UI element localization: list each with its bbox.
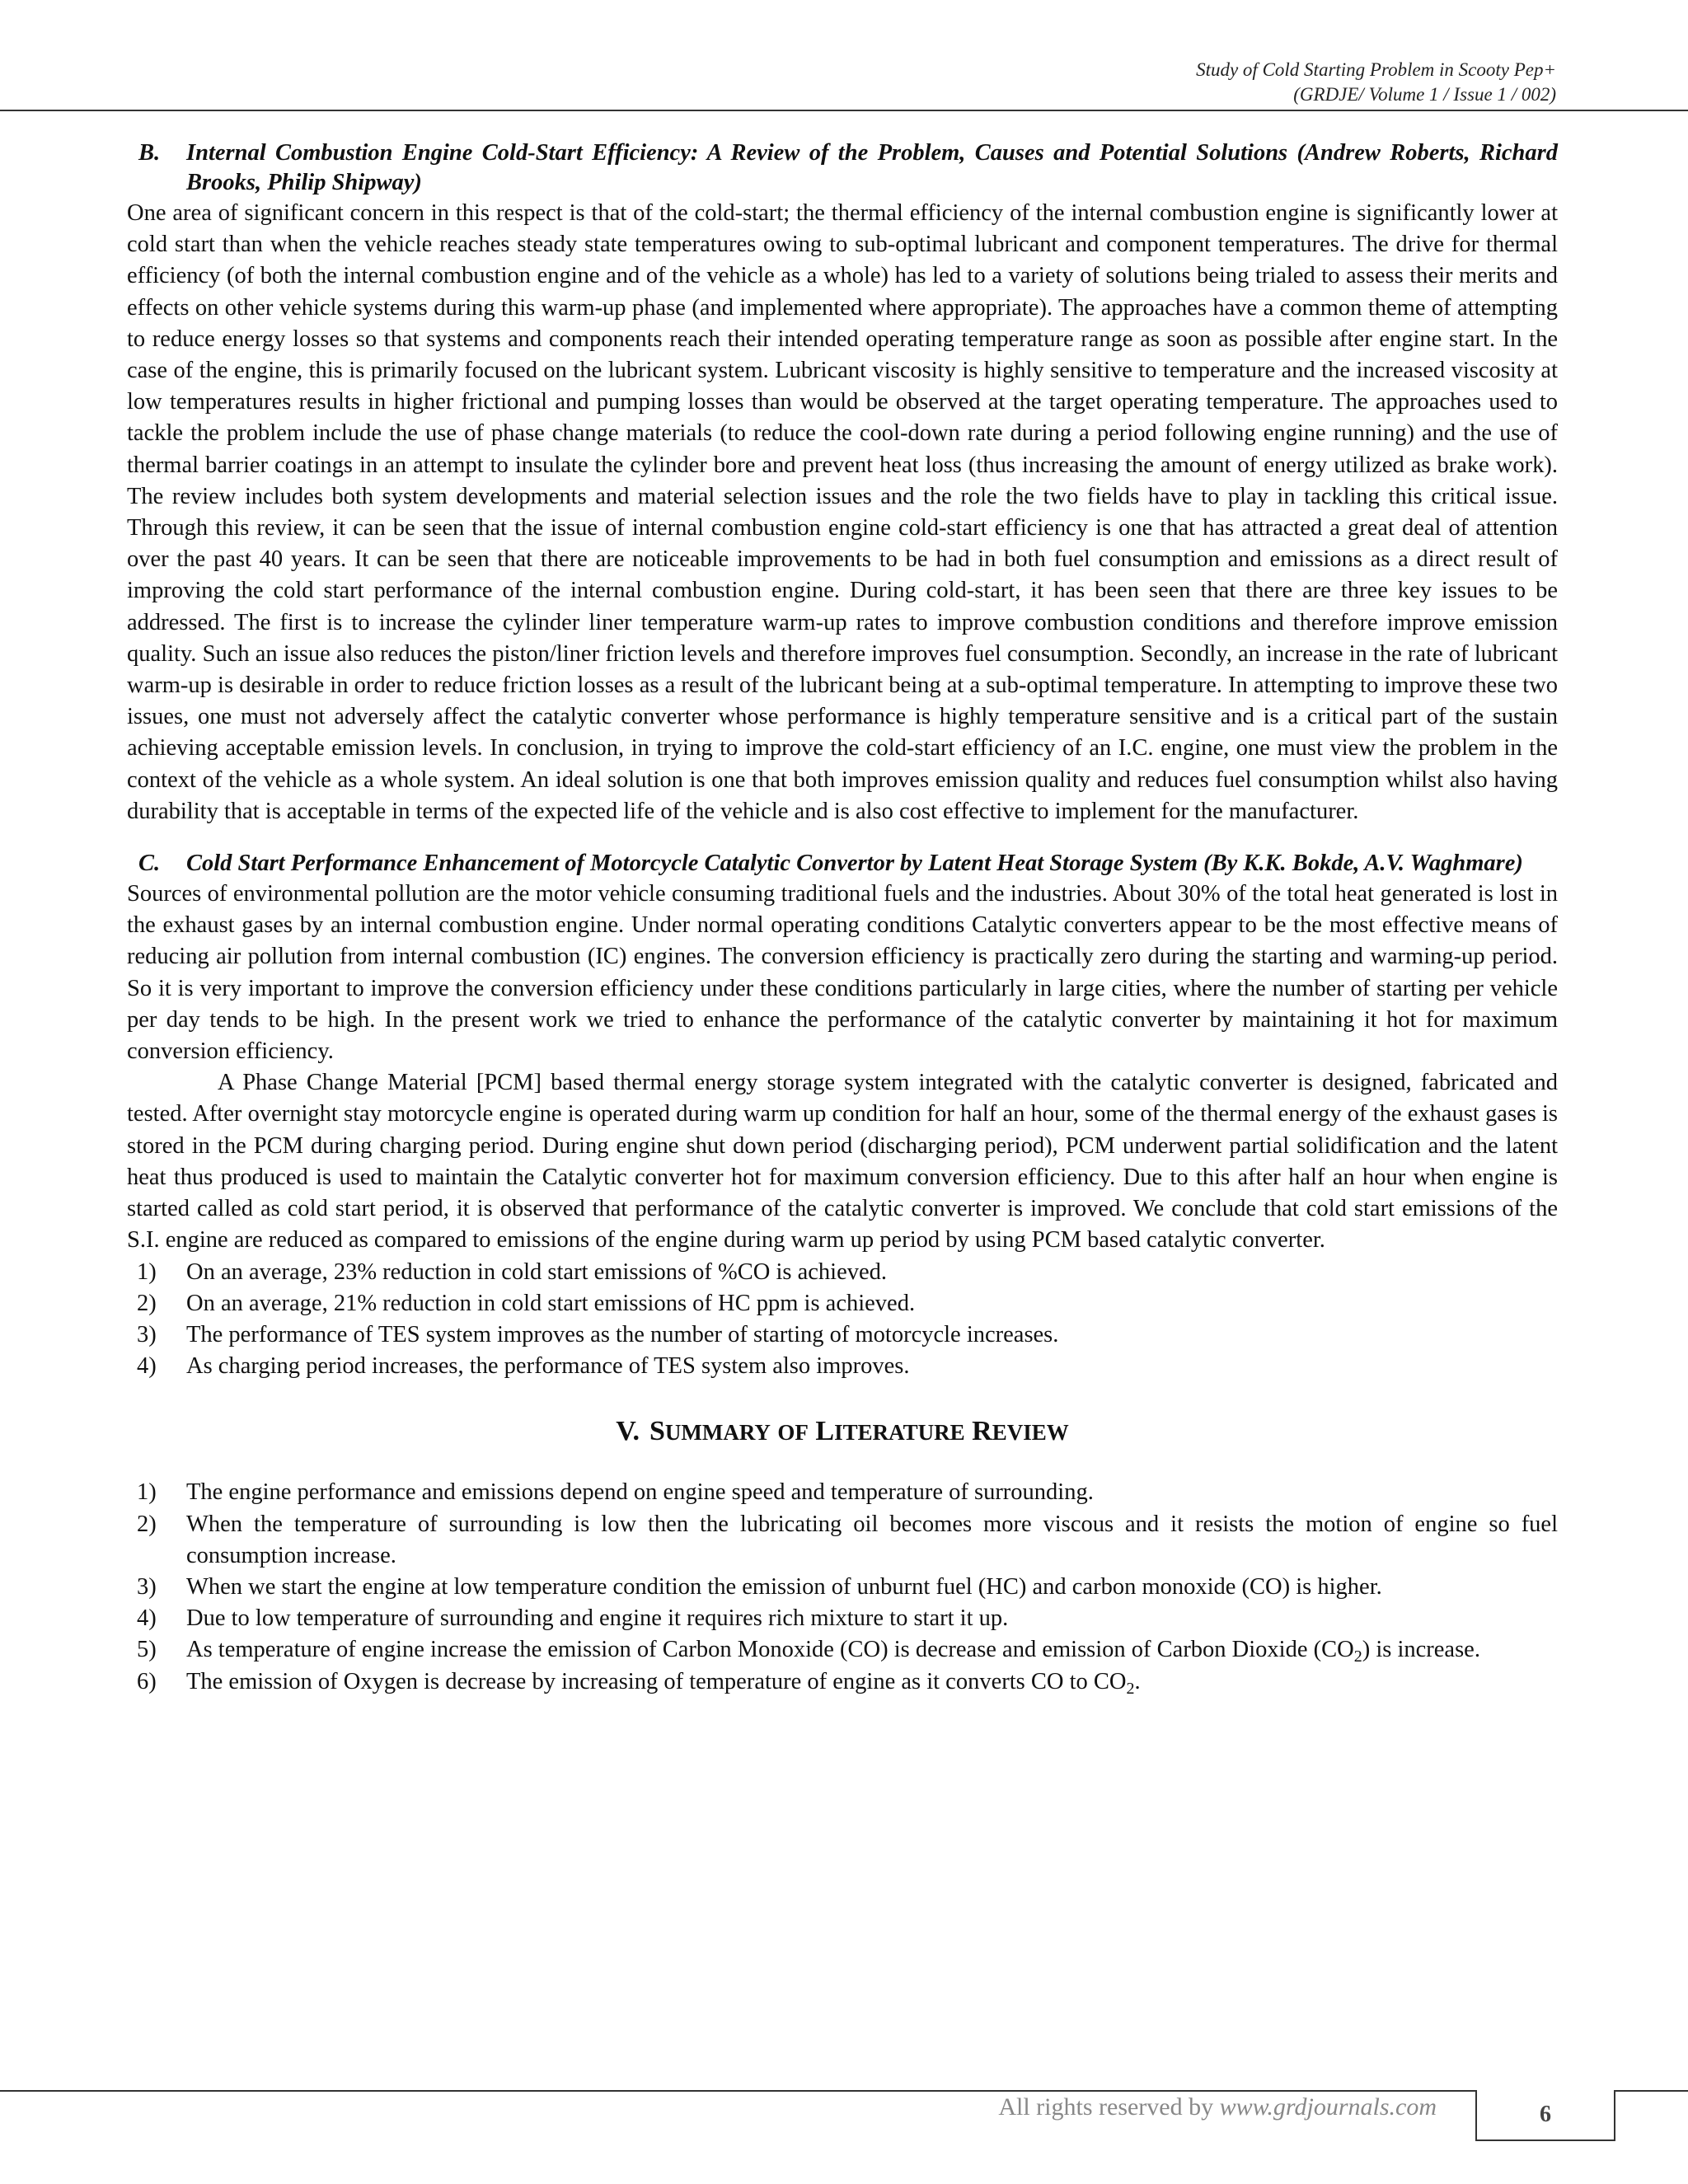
list-item: 3) The performance of TES system improves as the number of starting of motorcycle increases. bbox=[137, 1321, 1059, 1347]
section-c-heading bbox=[127, 849, 1558, 879]
page-body bbox=[127, 138, 1558, 1698]
section-v-title: SUMMARY OF LITERATURE REVIEW bbox=[649, 1416, 1069, 1447]
section-v-numeral: V. bbox=[616, 1416, 640, 1447]
header-rule bbox=[0, 110, 1688, 111]
section-c-paragraph-2: A Phase Change Material [PCM] based thermal energy storage system integrated with the catalytic converter is designed, fabricated and tested. After overnight stay motorcycle engine is operated during warm up condition for half an hour, some of the thermal energy of the exhaust gases is stored in the PCM during charging period. During engine shut down period (discharging period), PCM underwent partial solidification and the latent heat thus produced is used to maintain the Catalytic converter hot for maximum conversion efficiency. Due to this after half an hour when engine is started called as cold start period, it is observed that performance of the catalytic converter is improved. We conclude that cold start emissions of the S.I. engine are reduced as compared to emissions of the engine during warm up period by using PCM based catalytic converter. bbox=[127, 1070, 1558, 1254]
page-number: 6 bbox=[1475, 2090, 1615, 2141]
running-header bbox=[1196, 58, 1556, 107]
list-item: 6) The emission of Oxygen is decrease by increasing of temperature of engine as it converts CO to $CO_2$. bbox=[137, 1668, 1141, 1698]
section-c-title: Cold Start Performance Enhancement of Motorcycle Catalytic Convertor by Latent Heat Storage System (By K.K. Bokde, A.V. Waghmare) bbox=[186, 851, 1523, 877]
footer-rule-right bbox=[1614, 2090, 1688, 2092]
header-paper-title: Study of Cold Starting Problem in Scooty Pep+ bbox=[1196, 59, 1556, 80]
section-c-list bbox=[127, 1257, 1558, 1383]
footer-rights: All rights reserved by www.grdjournals.com bbox=[998, 2093, 1437, 2121]
summary-list bbox=[127, 1477, 1558, 1697]
section-b-title: Internal Combustion Engine Cold-Start Efficiency: A Review of the Problem, Causes and Potential Solutions (Andrew Roberts, Richard Brooks, Philip Shipway) bbox=[186, 140, 1558, 195]
footer-url[interactable]: www.grdjournals.com bbox=[1219, 2093, 1437, 2121]
section-b-letter: B. bbox=[138, 140, 161, 166]
list-item: 4) As charging period increases, the performance of TES system also improves. bbox=[137, 1353, 910, 1380]
section-b-heading bbox=[127, 138, 1558, 198]
section-c-letter: C. bbox=[138, 851, 161, 877]
section-b-paragraph: One area of significant concern in this respect is that of the cold-start; the thermal efficiency of the internal combustion engine is significantly lower at cold start than when the vehicle reaches steady state temperatures owing to sub-optimal lubricant and component temperatures. The drive for thermal efficiency (of both the internal combustion engine and of the vehicle as a whole) has led to a variety of solutions being trialed to assess their merits and effects on other vehicle systems during this warm-up phase (and implemented where appropriate). The approaches have a common theme of attempting to reduce energy losses so that systems and components reach their intended operating temperature range as soon as possible after engine start. In the case of the engine, this is primarily focused on the lubricant system. Lubricant viscosity is highly sensitive to temperature and the increased viscosity at low temperatures results in higher frictional and pumping losses than would be observed at the target operating temperature. The approaches used to tackle the problem include the use of phase change materials (to reduce the cool-down rate during a period following engine running) and the use of thermal barrier coatings in an attempt to insulate the cylinder bore and prevent heat loss (thus increasing the amount of energy utilized as brake work). The review includes both system developments and material selection issues and the role the two fields have to play in tackling this critical issue. Through this review, it can be seen that the issue of internal combustion engine cold-start efficiency is one that has attracted a great deal of attention over the past 40 years. It can be seen that there are noticeable improvements to be had in both fuel consumption and emissions as a direct result of improving the cold start performance of the internal combustion engine. During cold-start, it has been seen that there are three key issues to be addressed. The first is to increase the cylinder liner temperature warm-up rates to improve combustion conditions and therefore improve emission quality. Such an issue also reduces the piston/liner friction levels and therefore improves fuel consumption. Secondly, an increase in the rate of lubricant warm-up is desirable in order to reduce friction losses as a result of the lubricant being at a sub-optimal temperature. In attempting to improve these two issues, one must not adversely affect the catalytic converter whose performance is highly temperature sensitive and is a critical part of the sustain achieving acceptable emission levels. In conclusion, in trying to improve the cold-start efficiency of an I.C. engine, one must view the problem in the context of the vehicle as a whole system. An ideal solution is one that both improves emission quality and reduces fuel consumption whilst also having durability that is acceptable in terms of the expected life of the vehicle and is also cost effective to implement for the manufacturer. bbox=[127, 200, 1558, 824]
list-item: 4) Due to low temperature of surrounding and engine it requires rich mixture to start it up. bbox=[137, 1605, 1009, 1632]
footer-rule bbox=[0, 2090, 1475, 2092]
section-v-heading bbox=[127, 1415, 1558, 1449]
list-item: 5) As temperature of engine increase the emission of Carbon Monoxide (CO) is decrease and emission of Carbon Dioxide $(CO_2)$ is increase. bbox=[137, 1637, 1480, 1666]
section-c-paragraph-1: Sources of environmental pollution are the motor vehicle consuming traditional fuels and the industries. About 30% of the total heat generated is lost in the exhaust gases by an internal combustion engine. Under normal operating conditions Catalytic converters appear to be the most effective means of reducing air pollution from internal combustion (IC) engines. The conversion efficiency is practically zero during the starting and warming-up period. So it is very important to improve the conversion efficiency under these conditions particularly in large cities, where the number of starting per vehicle per day tends to be high. In the present work we tried to enhance the performance of the catalytic converter by maintaining it hot for maximum conversion efficiency. bbox=[127, 881, 1558, 1065]
list-item: 2) On an average, 21% reduction in cold start emissions of HC ppm is achieved. bbox=[137, 1290, 916, 1316]
list-item: 1) The engine performance and emissions depend on engine speed and temperature of surrounding. bbox=[137, 1479, 1094, 1506]
list-item: 3) When we start the engine at low temperature condition the emission of unburnt fuel (HC) and carbon monoxide (CO) is higher. bbox=[137, 1573, 1382, 1600]
list-item: 2) When the temperature of surrounding is low then the lubricating oil becomes more viscous and it resists the motion of engine so fuel consumption increase. bbox=[137, 1511, 1558, 1568]
list-item: 1) On an average, 23% reduction in cold start emissions of %CO is achieved. bbox=[137, 1258, 888, 1285]
header-journal-info: (GRDJE/ Volume 1 / Issue 1 / 002) bbox=[1293, 84, 1556, 105]
